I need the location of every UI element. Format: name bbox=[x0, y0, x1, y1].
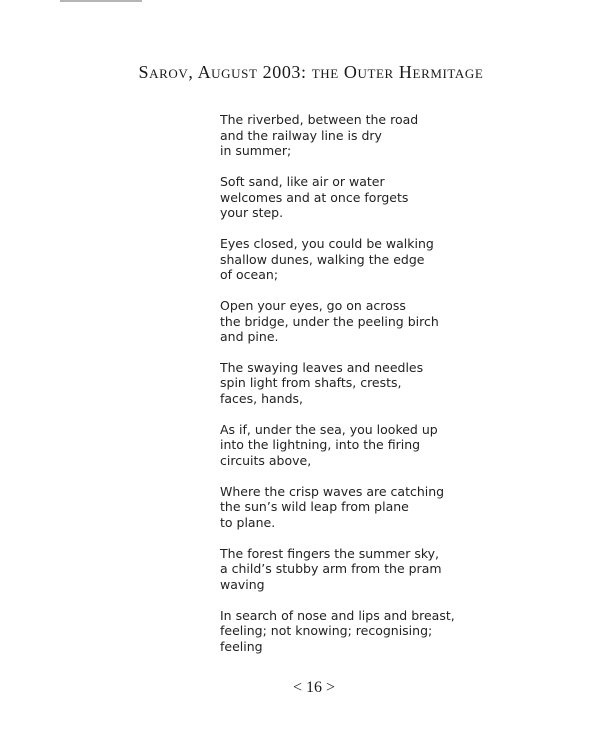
poem-line: Open your eyes, go on across bbox=[220, 297, 406, 313]
poem-line: As if, under the sea, you looked up bbox=[220, 421, 438, 437]
stanza bbox=[220, 298, 560, 345]
stanza bbox=[220, 608, 560, 655]
poem-line: shallow dunes, walking the edge bbox=[220, 251, 425, 267]
poem-body bbox=[220, 112, 560, 670]
poem-line: Eyes closed, you could be walking bbox=[220, 235, 434, 251]
poem-line: welcomes and at once forgets bbox=[220, 189, 409, 205]
poem-line: feeling bbox=[220, 638, 263, 654]
poem-line: and pine. bbox=[220, 329, 279, 345]
stanza bbox=[220, 112, 560, 159]
poem-line: and the railway line is dry bbox=[220, 127, 382, 143]
stanza bbox=[220, 174, 560, 221]
poem-line: The forest fingers the summer sky, bbox=[220, 545, 440, 561]
poem-line: waving bbox=[220, 576, 265, 592]
poem-title: Sarov, August 2003: the Outer Hermitage bbox=[138, 62, 484, 82]
poem-line: to plane. bbox=[220, 515, 276, 530]
poem-line: feeling; not knowing; recognising; bbox=[220, 623, 433, 639]
stanza bbox=[220, 236, 560, 283]
poem-line: your step. bbox=[220, 205, 284, 221]
poem-line: The swaying leaves and needles bbox=[220, 359, 424, 375]
poem-line: the bridge, under the peeling birch bbox=[220, 313, 439, 329]
poem-line: a child’s stubby arm from the pram bbox=[220, 561, 442, 577]
poem-line: of ocean; bbox=[220, 267, 279, 283]
poem-line: Soft sand, like air or water bbox=[220, 173, 385, 189]
top-edge-mark bbox=[60, 0, 142, 2]
poem-line: the sun’s wild leap from plane bbox=[220, 499, 409, 515]
poem-line: faces, hands, bbox=[220, 391, 304, 407]
poem-line: In search of nose and lips and breast, bbox=[220, 607, 455, 623]
stanza bbox=[220, 546, 560, 593]
stanza bbox=[220, 360, 560, 407]
poem-line: Where the crisp waves are catching bbox=[220, 483, 445, 499]
stanza bbox=[220, 484, 560, 531]
poem-line: into the lightning, into the firing bbox=[220, 437, 421, 453]
poem-line: spin light from shafts, crests, bbox=[220, 375, 402, 391]
poem-line: The riverbed, between the road bbox=[220, 112, 419, 127]
poem-line: in summer; bbox=[220, 143, 292, 159]
poem-line: circuits above, bbox=[220, 453, 312, 469]
stanza bbox=[220, 422, 560, 469]
page-number: < 16 > bbox=[292, 679, 336, 696]
